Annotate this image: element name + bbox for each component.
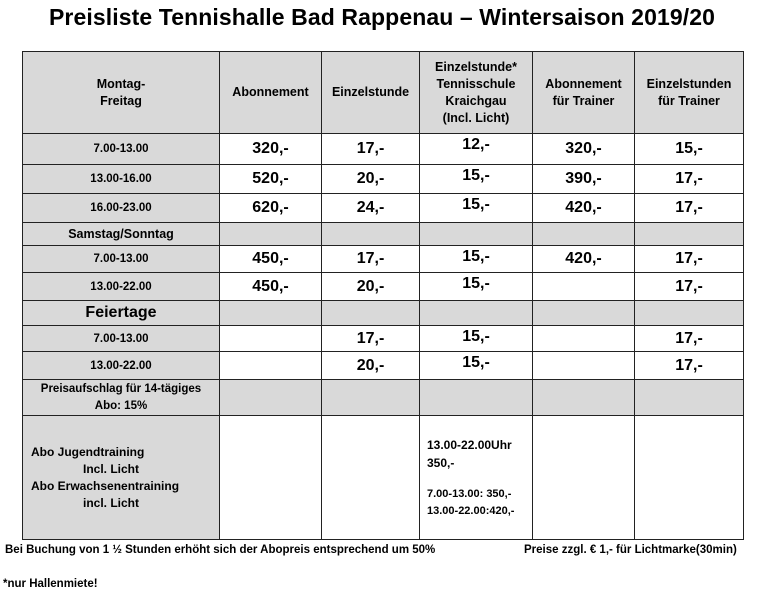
table-row <box>23 246 744 273</box>
table-row <box>23 194 744 223</box>
adult-price-morning: 7.00-13.00: 350,- <box>427 487 512 500</box>
einzel-trainer-cell: 15,- <box>635 134 744 165</box>
abo-trainer-cell: 420,- <box>533 194 635 223</box>
time-cell: 7.00-13.00 <box>23 134 220 165</box>
schule-cell: 15,- <box>420 194 533 223</box>
time-cell: 16.00-23.00 <box>23 194 220 223</box>
time-cell: 7.00-13.00 <box>23 246 220 273</box>
empty-cell <box>533 301 635 326</box>
einzel-trainer-cell: 17,- <box>635 165 744 194</box>
abo-cell: 520,- <box>220 165 322 194</box>
section-row-weekend <box>23 223 744 246</box>
empty-cell <box>533 223 635 246</box>
empty-cell <box>635 223 744 246</box>
abo-trainer-cell <box>533 273 635 301</box>
booking-note: Bei Buchung von 1 ½ Stunden erhöht sich der Abopreis entsprechend um 50% <box>5 544 436 556</box>
table-row <box>23 165 744 194</box>
abo-cell: 620,- <box>220 194 322 223</box>
empty-cell <box>322 301 420 326</box>
training-label: Abo Jugendtraining Incl. Licht Abo Erwachsenentraining incl. Licht <box>23 416 220 540</box>
einzel-cell: 20,- <box>322 165 420 194</box>
schule-cell: 15,- <box>420 326 533 352</box>
time-cell: 13.00-22.00 <box>23 273 220 301</box>
header-weekday: Montag- Freitag <box>23 52 220 134</box>
light-note: Preise zzgl. € 1,- für Lichtmarke(30min) <box>524 544 737 556</box>
einzel-trainer-cell: 17,- <box>635 326 744 352</box>
empty-cell <box>635 380 744 416</box>
einzel-trainer-cell: 17,- <box>635 352 744 380</box>
table-row <box>23 352 744 380</box>
einzel-cell: 17,- <box>322 246 420 273</box>
empty-cell <box>220 223 322 246</box>
einzel-trainer-cell: 17,- <box>635 273 744 301</box>
empty-cell <box>322 416 420 540</box>
schule-cell: 15,- <box>420 273 533 301</box>
page-title: Preisliste Tennishalle Bad Rappenau – Wintersaison 2019/20 <box>48 4 716 30</box>
adult-price-afternoon: 13.00-22.00:420,- <box>427 504 515 517</box>
abo-cell: 450,- <box>220 273 322 301</box>
schule-cell: 12,- <box>420 134 533 165</box>
surcharge-label: Preisaufschlag für 14-tägiges Abo: 15% <box>23 380 220 416</box>
youth-price-time: 13.00-22.00Uhr <box>427 437 512 452</box>
empty-cell <box>322 380 420 416</box>
header-einzelstunde: Einzelstunde <box>322 52 420 134</box>
empty-cell <box>533 380 635 416</box>
time-cell: 13.00-22.00 <box>23 352 220 380</box>
empty-cell <box>322 223 420 246</box>
header-abo-trainer: Abonnement für Trainer <box>533 52 635 134</box>
footnote: *nur Hallenmiete! <box>3 578 98 590</box>
empty-cell <box>420 380 533 416</box>
training-prices <box>420 416 533 540</box>
abo-cell: 450,- <box>220 246 322 273</box>
abo-trainer-cell: 320,- <box>533 134 635 165</box>
time-cell: 13.00-16.00 <box>23 165 220 194</box>
einzel-trainer-cell: 17,- <box>635 194 744 223</box>
abo-cell <box>220 352 322 380</box>
abo-trainer-cell: 390,- <box>533 165 635 194</box>
abo-cell <box>220 326 322 352</box>
empty-cell <box>220 380 322 416</box>
section-row-holiday <box>23 301 744 326</box>
abo-trainer-cell <box>533 326 635 352</box>
table-row <box>23 273 744 301</box>
header-einzel-trainer: Einzelstunden für Trainer <box>635 52 744 134</box>
youth-price-value: 350,- <box>427 455 455 470</box>
section-label-weekend: Samstag/Sonntag <box>23 223 220 246</box>
abo-trainer-cell: 420,- <box>533 246 635 273</box>
empty-cell <box>220 416 322 540</box>
einzel-cell: 24,- <box>322 194 420 223</box>
header-tennisschule: Einzelstunde* Tennisschule Kraichgau (Incl. Licht) <box>420 52 533 134</box>
price-table <box>22 51 744 540</box>
table-row <box>23 326 744 352</box>
einzel-cell: 17,- <box>322 326 420 352</box>
schule-cell: 15,- <box>420 352 533 380</box>
abo-trainer-cell <box>533 352 635 380</box>
empty-cell <box>420 301 533 326</box>
abo-cell: 320,- <box>220 134 322 165</box>
header-abonnement: Abonnement <box>220 52 322 134</box>
time-cell: 7.00-13.00 <box>23 326 220 352</box>
empty-cell <box>220 301 322 326</box>
training-row <box>23 416 744 540</box>
header-row <box>23 52 744 134</box>
empty-cell <box>635 416 744 540</box>
table-row <box>23 134 744 165</box>
schule-cell: 15,- <box>420 165 533 194</box>
einzel-cell: 17,- <box>322 134 420 165</box>
empty-cell <box>420 223 533 246</box>
schule-cell: 15,- <box>420 246 533 273</box>
section-label-holiday: Feiertage <box>23 301 220 326</box>
surcharge-row <box>23 380 744 416</box>
einzel-trainer-cell: 17,- <box>635 246 744 273</box>
empty-cell <box>635 301 744 326</box>
empty-cell <box>533 416 635 540</box>
einzel-cell: 20,- <box>322 273 420 301</box>
einzel-cell: 20,- <box>322 352 420 380</box>
